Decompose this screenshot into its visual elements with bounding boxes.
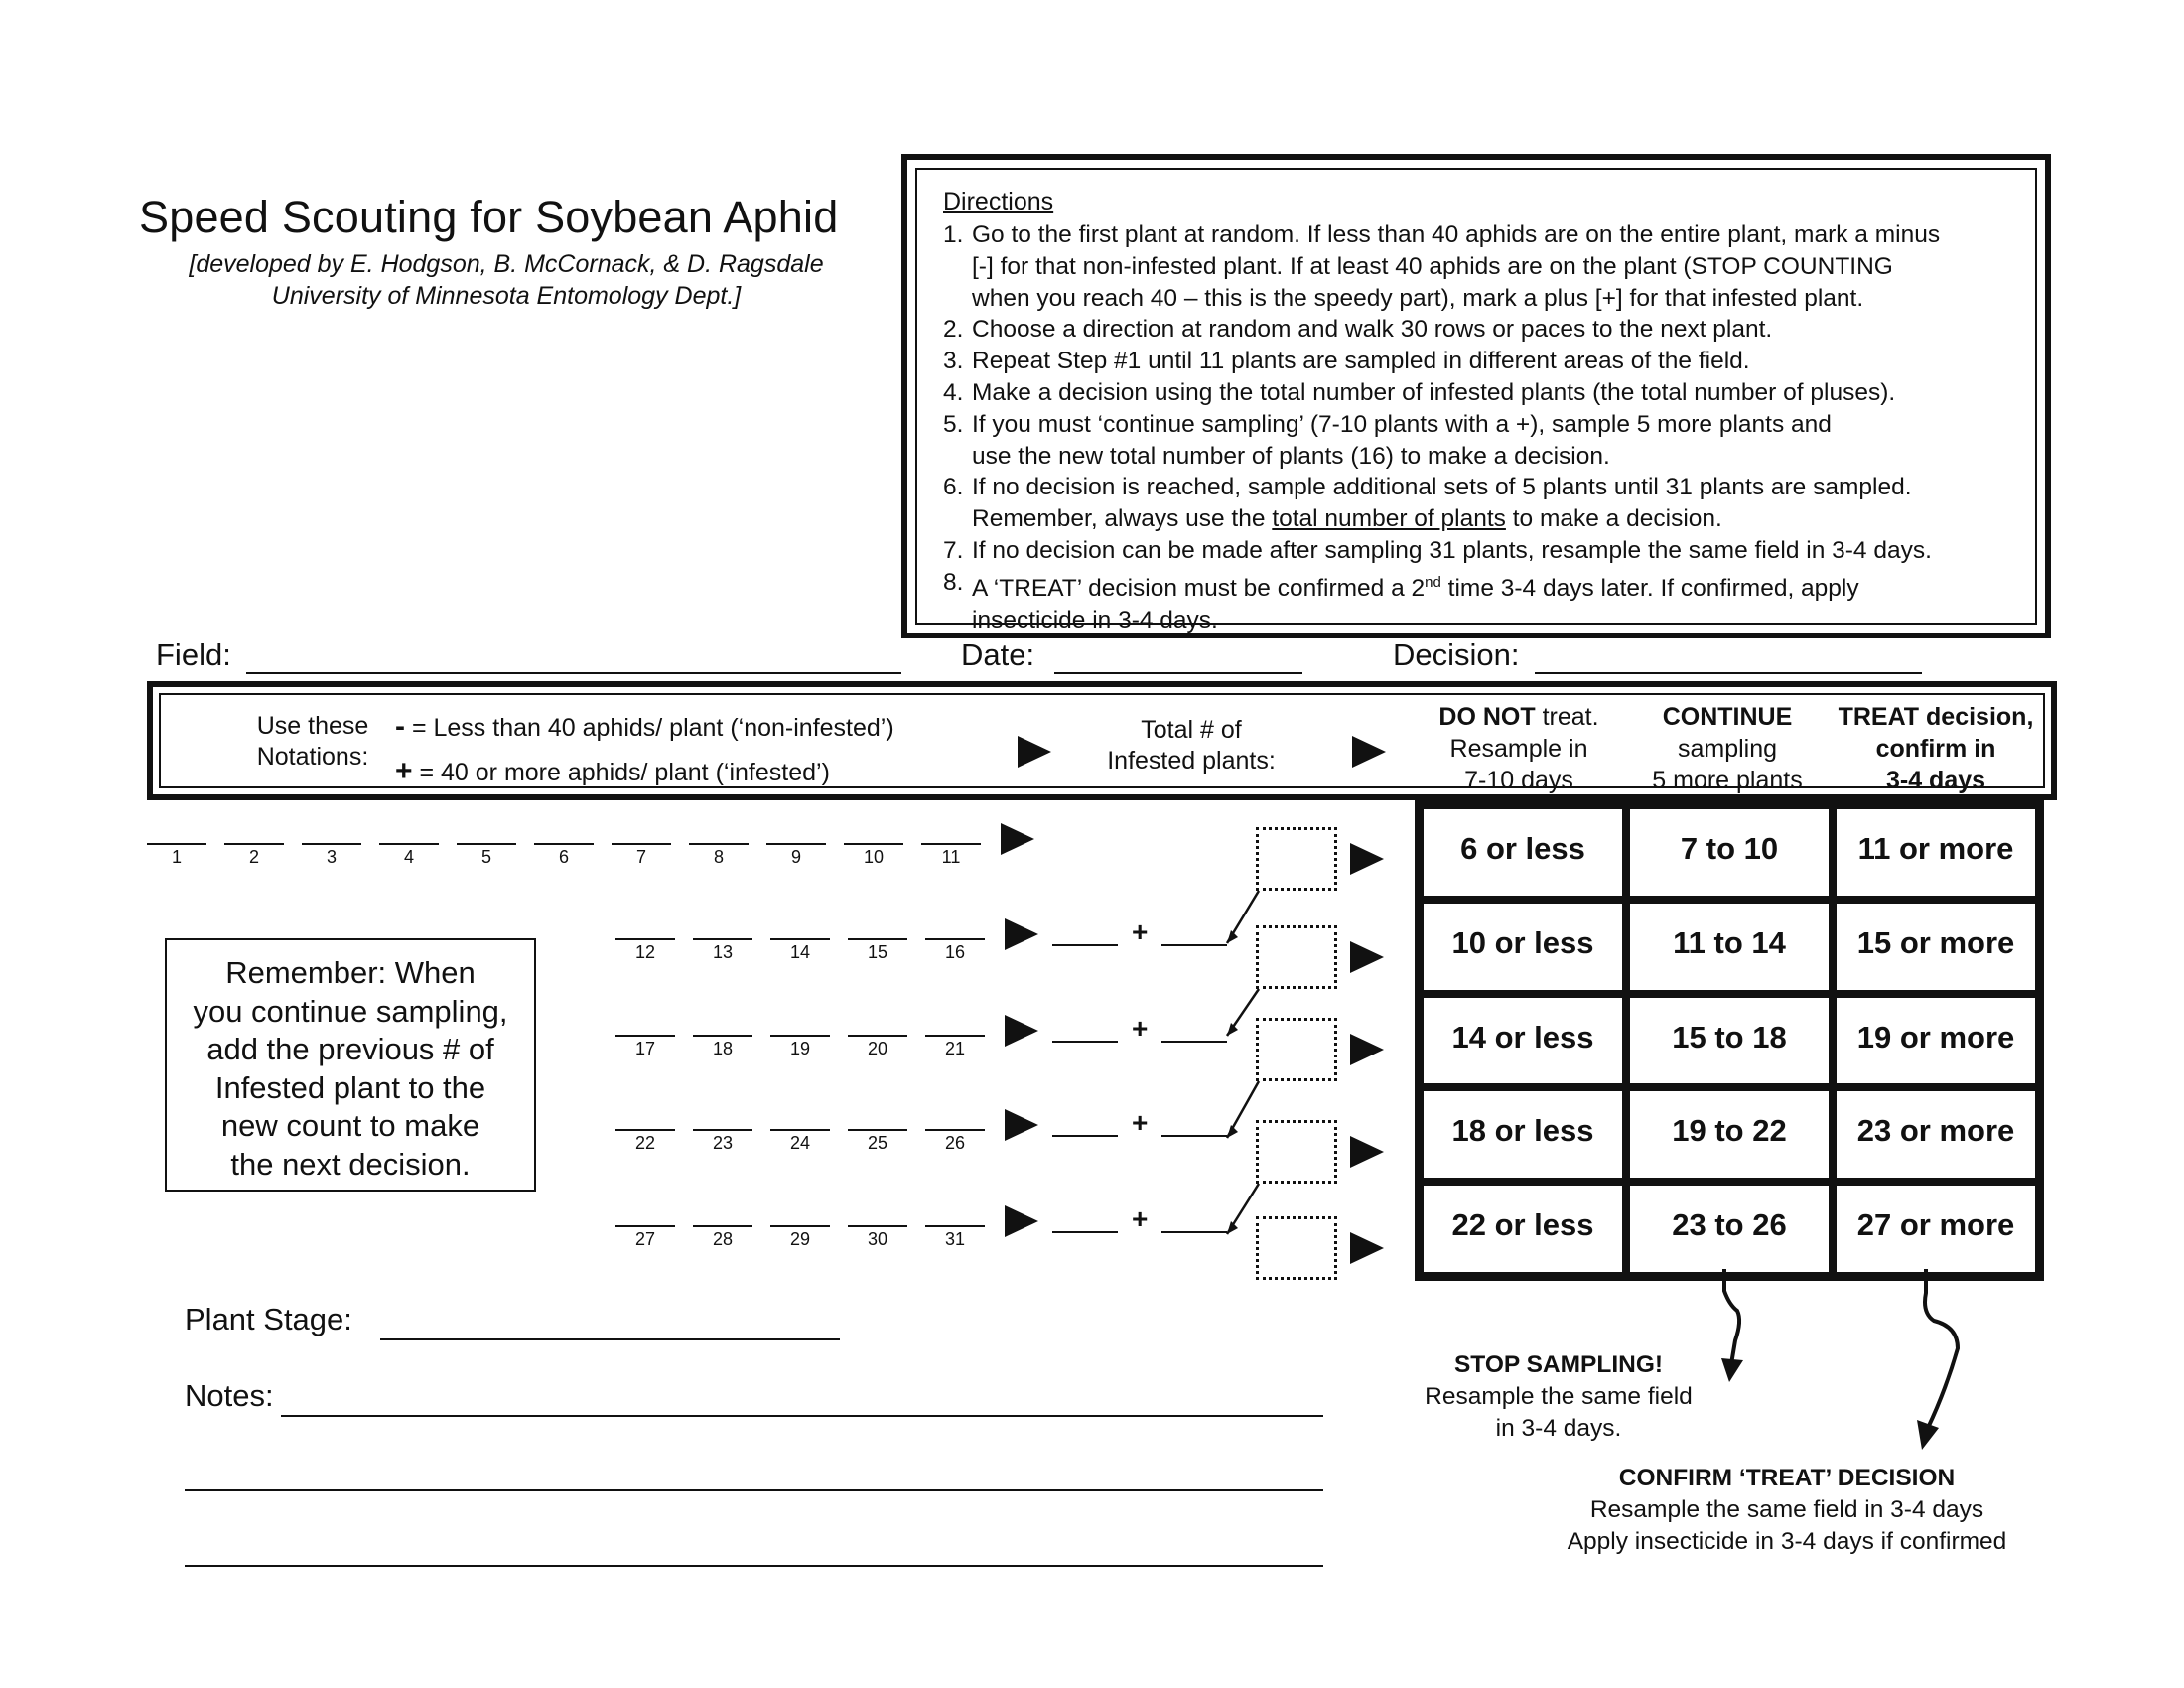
plus-sign: +	[1132, 916, 1149, 947]
plant-slot-18[interactable]	[693, 1035, 752, 1059]
notes-line-2[interactable]	[185, 1489, 1323, 1491]
plant-number: 8	[713, 847, 724, 867]
plant-slot-line[interactable]	[693, 1129, 752, 1131]
plant-slot-line[interactable]	[693, 1035, 752, 1037]
date-input-line[interactable]	[1054, 672, 1302, 674]
plant-slot-2[interactable]	[224, 843, 284, 868]
plant-slot-line[interactable]	[615, 938, 675, 940]
plant-slot-27[interactable]	[615, 1225, 675, 1250]
plus-sign: +	[1132, 1203, 1149, 1234]
cell-r5-treat: 27 or more	[1833, 1182, 2039, 1276]
plant-slot-line[interactable]	[770, 1035, 830, 1037]
plant-number: 26	[944, 1133, 966, 1153]
directions-list	[943, 219, 1940, 636]
plus-symbol: +	[395, 755, 413, 787]
direction-step-8: 8. A ‘TREAT’ decision must be confirmed a 2nd time 3-4 days later. If confirmed, apply	[943, 568, 1859, 602]
confirm-treat-note: CONFIRM ‘TREAT’ DECISION Resample the same field in 3-4 days Apply insecticide in 3-4 days if confirmed	[1567, 1465, 2007, 1555]
plant-slot-line[interactable]	[689, 843, 749, 845]
arrow-right-icon	[1350, 1232, 1384, 1264]
plant-number: 6	[558, 847, 569, 867]
plant-slot-16[interactable]	[925, 938, 985, 963]
cell-r3-donot: 14 or less	[1420, 994, 1626, 1088]
plant-slot-28[interactable]	[693, 1225, 752, 1250]
plant-slot-line[interactable]	[693, 1225, 752, 1227]
plant-slot-14[interactable]	[770, 938, 830, 963]
arrow-right-icon	[1350, 843, 1384, 875]
plant-number: 14	[789, 942, 811, 962]
plant-number: 23	[712, 1133, 734, 1153]
plant-slot-line[interactable]	[615, 1035, 675, 1037]
plant-number: 27	[634, 1229, 656, 1249]
total-infested-box[interactable]	[1256, 1120, 1337, 1184]
decision-label: Decision:	[1393, 637, 1520, 672]
plant-slot-line[interactable]	[770, 1225, 830, 1227]
plant-slot-line[interactable]	[770, 1129, 830, 1131]
plant-slot-23[interactable]	[693, 1129, 752, 1154]
plant-slot-26[interactable]	[925, 1129, 985, 1154]
plant-slot-line[interactable]	[615, 1129, 675, 1131]
notes-line-1[interactable]	[281, 1415, 1323, 1417]
plant-slot-line[interactable]	[302, 843, 361, 845]
direction-step-8-cont: insecticide in 3-4 days.	[972, 606, 1218, 633]
cell-r2-continue: 11 to 14	[1626, 900, 1833, 994]
plant-slot-5[interactable]	[457, 843, 516, 868]
direction-step-6: 6. If no decision is reached, sample additional sets of 5 plants until 31 plants are sampled.	[943, 474, 1912, 501]
directions-heading: Directions	[943, 188, 1054, 215]
plant-slot-10[interactable]	[844, 843, 903, 868]
credit-text	[139, 248, 874, 312]
plant-slot-20[interactable]	[848, 1035, 907, 1059]
minus-notation: - = Less than 40 aphids/ plant (‘non-infested’)	[395, 710, 894, 743]
plant-number: 20	[867, 1039, 888, 1058]
previous-total-line[interactable]	[1052, 1135, 1118, 1137]
plant-number: 4	[403, 847, 414, 867]
plant-slot-17[interactable]	[615, 1035, 675, 1059]
date-label: Date:	[961, 637, 1035, 672]
direction-step-4: 4. Make a decision using the total number of infested plants (the total number of pluses).	[943, 378, 1896, 406]
plant-number: 30	[867, 1229, 888, 1249]
plant-slot-line[interactable]	[457, 843, 516, 845]
plant-slot-1[interactable]	[147, 843, 206, 868]
confirm-arrow-icon	[1925, 1269, 1958, 1428]
field-label: Field:	[156, 637, 231, 672]
plant-slot-25[interactable]	[848, 1129, 907, 1154]
plant-slot-22[interactable]	[615, 1129, 675, 1154]
direction-step-5: 5. If you must ‘continue sampling’ (7-10 plants with a +), sample 5 more plants and	[943, 410, 1832, 438]
plant-slot-13[interactable]	[693, 938, 752, 963]
plant-number: 19	[789, 1039, 811, 1058]
plant-number: 21	[944, 1039, 966, 1058]
stop-arrow-icon	[1724, 1269, 1739, 1364]
plant-slot-19[interactable]	[770, 1035, 830, 1059]
plant-slot-11[interactable]	[921, 843, 981, 868]
direction-step-2: 2. Choose a direction at random and walk 30 rows or paces to the next plant.	[943, 316, 1773, 344]
plant-number: 7	[635, 847, 646, 867]
plant-slot-line[interactable]	[534, 843, 594, 845]
arrow-right-icon	[1018, 736, 1051, 768]
plant-slot-line[interactable]	[612, 843, 671, 845]
plant-slot-30[interactable]	[848, 1225, 907, 1250]
cell-r2-treat: 15 or more	[1833, 900, 2039, 994]
arrow-right-icon	[1005, 1109, 1038, 1141]
plant-slot-line[interactable]	[921, 843, 981, 845]
carry-over-arrow-icon	[1227, 891, 1259, 943]
new-count-line[interactable]	[1161, 1231, 1227, 1233]
plant-slot-line[interactable]	[925, 938, 985, 940]
previous-total-line[interactable]	[1052, 944, 1118, 946]
plant-slot-line[interactable]	[925, 1035, 985, 1037]
plant-slot-line[interactable]	[848, 1225, 907, 1227]
plant-slot-line[interactable]	[224, 843, 284, 845]
plant-slot-line[interactable]	[925, 1225, 985, 1227]
total-infested-box[interactable]	[1256, 925, 1337, 989]
minus-symbol: -	[395, 710, 405, 743]
plant-number: 25	[867, 1133, 888, 1153]
cell-r1-continue: 7 to 10	[1626, 805, 1833, 900]
carry-over-arrow-icon	[1227, 1081, 1259, 1138]
arrow-right-icon	[1005, 918, 1038, 950]
plant-number: 17	[634, 1039, 656, 1058]
credit-line-1: [developed by E. Hodgson, B. McCornack, & D. Ragsdale	[189, 250, 824, 278]
header-do-not-treat: DO NOT treat. Resample in 7-10 days	[1438, 703, 1599, 794]
cell-r1-treat: 11 or more	[1833, 805, 2039, 900]
previous-total-line[interactable]	[1052, 1231, 1118, 1233]
plant-number: 15	[867, 942, 888, 962]
cell-r3-treat: 19 or more	[1833, 994, 2039, 1088]
plant-stage-label: Plant Stage:	[185, 1302, 352, 1336]
plant-slot-15[interactable]	[848, 938, 907, 963]
carry-over-arrow-icon	[1227, 1184, 1259, 1234]
total-infested-label: Total # of Infested plants:	[1107, 716, 1276, 774]
new-count-line[interactable]	[1161, 944, 1227, 946]
plant-slot-21[interactable]	[925, 1035, 985, 1059]
decision-input-line[interactable]	[1535, 672, 1922, 674]
page-title: Speed Scouting for Soybean Aphid	[139, 192, 839, 242]
plant-number: 3	[326, 847, 337, 867]
plus-notation: + = 40 or more aphids/ plant (‘infested’)	[395, 755, 830, 787]
carry-over-arrowhead-icon	[1227, 1023, 1238, 1036]
plant-number: 9	[790, 847, 801, 867]
direction-step-3: 3. Repeat Step #1 until 11 plants are sampled in different areas of the field.	[943, 348, 1750, 375]
plant-slot-line[interactable]	[848, 1129, 907, 1131]
plus-sign: +	[1132, 1013, 1149, 1044]
plant-slot-4[interactable]	[379, 843, 439, 868]
total-infested-box[interactable]	[1256, 1018, 1337, 1081]
notations-label: Use these Notations:	[256, 712, 369, 771]
carry-over-arrowhead-icon	[1227, 1125, 1238, 1138]
plant-slot-29[interactable]	[770, 1225, 830, 1250]
decision-table	[1415, 800, 2044, 1281]
cell-r3-continue: 15 to 18	[1626, 994, 1833, 1088]
arrow-right-icon	[1001, 823, 1034, 855]
plant-number: 28	[712, 1229, 734, 1249]
direction-step-1: 1. Go to the first plant at random. If less than 40 aphids are on the entire plant, mark a minus	[943, 221, 1941, 248]
new-count-line[interactable]	[1161, 1041, 1227, 1043]
carry-over-arrowhead-icon	[1227, 930, 1238, 943]
directions-box	[901, 154, 2051, 638]
arrow-right-icon	[1350, 941, 1384, 973]
cell-r2-donot: 10 or less	[1420, 900, 1626, 994]
arrow-right-icon	[1352, 736, 1386, 768]
notes-label: Notes:	[185, 1378, 274, 1413]
plant-slot-line[interactable]	[766, 843, 826, 845]
total-infested-box[interactable]	[1256, 1216, 1337, 1280]
header-treat: TREAT decision, confirm in 3-4 days	[1838, 703, 2034, 794]
total-infested-box[interactable]	[1256, 827, 1337, 891]
plant-slot-7[interactable]	[612, 843, 671, 868]
credit-line-2: University of Minnesota Entomology Dept.]	[271, 282, 742, 310]
cell-r4-donot: 18 or less	[1420, 1087, 1626, 1182]
plant-number: 22	[634, 1133, 656, 1153]
arrow-right-icon	[1005, 1015, 1038, 1047]
cell-r5-continue: 23 to 26	[1626, 1182, 1833, 1276]
plant-slot-line[interactable]	[379, 843, 439, 845]
direction-step-6-cont: Remember, always use the total number of plants to make a decision.	[972, 505, 1722, 533]
plant-slot-6[interactable]	[534, 843, 594, 868]
carry-over-arrowhead-icon	[1227, 1221, 1238, 1234]
plant-number: 13	[712, 942, 734, 962]
plant-slot-line[interactable]	[848, 1035, 907, 1037]
cell-r4-treat: 23 or more	[1833, 1087, 2039, 1182]
confirm-arrowhead-icon	[1917, 1420, 1939, 1450]
direction-step-7: 7. If no decision can be made after sampling 31 plants, resample the same field in 3-4 days.	[943, 536, 1932, 564]
new-count-line[interactable]	[1161, 1135, 1227, 1137]
plant-number: 5	[480, 847, 491, 867]
stop-sampling-note: STOP SAMPLING! Resample the same field in 3-4 days.	[1425, 1351, 1693, 1442]
direction-step-1-cont: [-] for that non-infested plant. If at least 40 aphids are on the plant (STOP COUNTING	[972, 252, 1893, 280]
plant-slot-3[interactable]	[302, 843, 361, 868]
plant-slot-line[interactable]	[925, 1129, 985, 1131]
plant-slot-line[interactable]	[770, 938, 830, 940]
cell-r5-donot: 22 or less	[1420, 1182, 1626, 1276]
direction-step-5-cont: use the new total number of plants (16) to make a decision.	[972, 442, 1610, 470]
field-input-line[interactable]	[246, 672, 901, 674]
plant-slot-9[interactable]	[766, 843, 826, 868]
plant-number: 31	[944, 1229, 966, 1249]
remember-box: Remember: When you continue sampling, add the previous # of Infested plant to the new count to make the next decision.	[165, 938, 536, 1192]
plus-sign: +	[1132, 1107, 1149, 1138]
arrow-right-icon	[1350, 1034, 1384, 1065]
plant-number: 1	[171, 847, 182, 867]
plant-slot-31[interactable]	[925, 1225, 985, 1250]
stop-arrowhead-icon	[1721, 1358, 1743, 1382]
plant-slot-24[interactable]	[770, 1129, 830, 1154]
notes-line-3[interactable]	[185, 1565, 1323, 1567]
direction-step-1-cont: when you reach 40 – this is the speedy part), mark a plus [+] for that infested plant.	[972, 284, 1864, 312]
plant-number: 11	[941, 847, 961, 867]
arrow-right-icon	[1350, 1136, 1384, 1168]
plant-number: 12	[634, 942, 656, 962]
plant-slot-line[interactable]	[147, 843, 206, 845]
plant-number: 24	[789, 1133, 811, 1153]
plant-slot-12[interactable]	[615, 938, 675, 963]
plant-slot-line[interactable]	[693, 938, 752, 940]
header-continue: CONTINUE sampling 5 more plants	[1652, 703, 1803, 794]
carry-over-arrow-icon	[1227, 989, 1259, 1036]
plant-number: 2	[248, 847, 259, 867]
plant-slot-line[interactable]	[844, 843, 903, 845]
plant-slot-line[interactable]	[615, 1225, 675, 1227]
arrow-right-icon	[1005, 1205, 1038, 1237]
plant-stage-input-line[interactable]	[380, 1338, 840, 1340]
cell-r4-continue: 19 to 22	[1626, 1087, 1833, 1182]
plant-number: 16	[944, 942, 966, 962]
previous-total-line[interactable]	[1052, 1041, 1118, 1043]
plant-number: 29	[789, 1229, 811, 1249]
cell-r1-donot: 6 or less	[1420, 805, 1626, 900]
plant-slot-8[interactable]	[689, 843, 749, 868]
plant-slot-line[interactable]	[848, 938, 907, 940]
plant-number: 18	[712, 1039, 734, 1058]
plant-number: 10	[863, 847, 885, 867]
